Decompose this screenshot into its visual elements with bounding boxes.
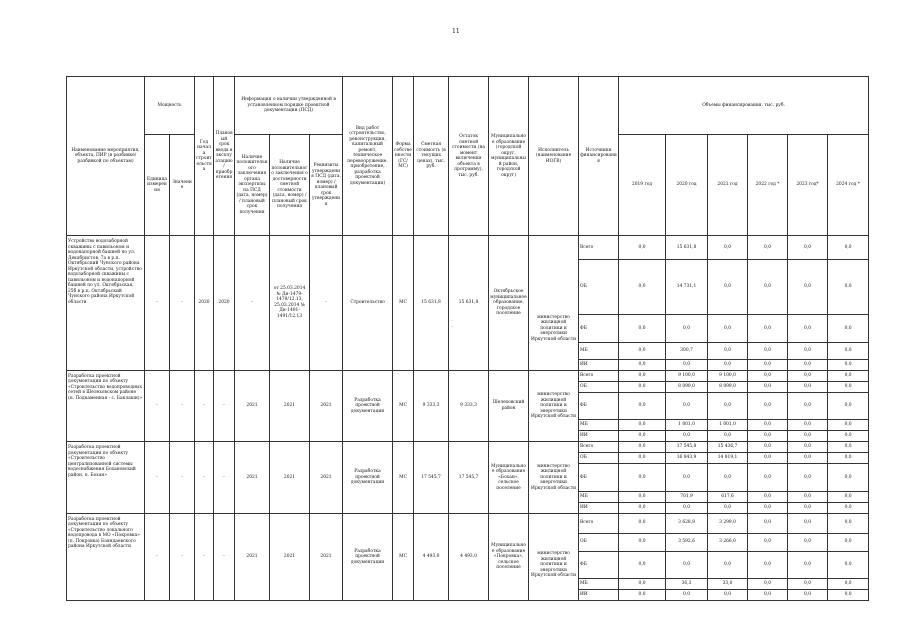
funding-value: 0,0 [828, 420, 869, 431]
funding-value: 0,0 [748, 502, 788, 513]
funding-value: 0,0 [788, 533, 828, 551]
funding-value: 0,0 [708, 342, 748, 359]
psd-approval: 2021 [310, 370, 343, 442]
executor-filler [529, 453, 579, 464]
funding-value: 0,0 [619, 579, 666, 590]
psd-approval: 2021 [310, 442, 343, 514]
est-cost: 17 545,7 [414, 442, 449, 514]
capacity-value: - [170, 370, 195, 442]
executor: министерство жилищной политики и энергетики Иркутской области [529, 464, 579, 492]
row-name: Устройство водозаборной скважины с павильоном и водонапорной башней по ул. Декабристов, 7а в р.п. Октябрьский Чунского района Иркутской области, устройство водозаборной скважины с павильоном и водонапорной башней по ул. Октябрьская, 25б в р.п. Октябрьский Чунского района Иркутской области [67, 236, 145, 371]
funding-value: 0,0 [828, 579, 869, 590]
funding-value: 14 731,1 [666, 260, 708, 315]
funding-value: 0,0 [619, 533, 666, 551]
municipality: Муниципальное образование «Покровка», сельское поселение [489, 513, 529, 601]
work-type: Разработка проектной документации [343, 442, 393, 514]
funding-value: 0,0 [619, 392, 666, 420]
funding-value: 0,0 [828, 381, 869, 392]
funding-value: 0,0 [828, 392, 869, 420]
col-work-type-header: Вид работ (строительство, реконструкция, капитальный ремонт, техническое перевооружение, приобретение, разработка проектной документации) [343, 77, 393, 236]
col-cap-value-header: Значение [170, 135, 195, 236]
funding-value: 0,0 [828, 315, 869, 343]
psd-reliability: 2021 [270, 442, 310, 514]
funding-value: 0,0 [619, 513, 666, 533]
funding-value: 0,0 [619, 420, 666, 431]
col-executor-header: Исполнитель (наименование ИОГВ) [529, 77, 579, 236]
funding-value: 0,0 [619, 236, 666, 260]
municipality: Муниципальное образование «Бохан», сельское поселение [489, 442, 529, 514]
funding-value: 0,0 [788, 453, 828, 464]
col-cap-unit-header: Единица измерения [145, 135, 170, 236]
year-plan: 2020 [214, 236, 235, 371]
funding-value: 0,0 [708, 502, 748, 513]
executor-filler [529, 442, 579, 453]
funding-value: 0,0 [708, 236, 748, 260]
funding-value: 617,6 [708, 491, 748, 502]
funding-value: 0,0 [748, 260, 788, 315]
funding-value: 0,0 [828, 491, 869, 502]
funding-value: 0,0 [828, 533, 869, 551]
year-header: 2019 год [619, 135, 666, 236]
funding-value: 0,0 [828, 502, 869, 513]
funding-value: 0,0 [708, 551, 748, 579]
executor-filler [529, 236, 579, 260]
funding-value: 0,0 [788, 315, 828, 343]
row-name: Разработка проектной документации по объекту «Строительство водопроводных сетей в Шелеховском районе (п. Подкаменная - с. Баклаши)» [67, 370, 145, 442]
capacity-value: - [170, 236, 195, 371]
work-type: Строительство [343, 236, 393, 371]
ownership: МС [393, 442, 414, 514]
funding-value: 14 819,1 [708, 453, 748, 464]
funding-value: 0,0 [788, 359, 828, 370]
funding-value: 0,0 [708, 315, 748, 343]
col-sources-header: Источники финансирования [579, 77, 619, 236]
funding-value: 0,0 [619, 590, 666, 601]
funding-value: 0,0 [748, 551, 788, 579]
executor-filler [529, 579, 579, 590]
funding-value: 0,0 [748, 420, 788, 431]
year-start: 2020 [195, 236, 214, 371]
funding-value: 3 628,9 [666, 513, 708, 533]
capacity-value: - [170, 513, 195, 601]
est-cost: 4 493,0 [414, 513, 449, 601]
funding-value: 0,0 [708, 260, 748, 315]
psd-reliability: 2021 [270, 370, 310, 442]
funding-value: 0,0 [788, 342, 828, 359]
funding-value: 8 099,0 [666, 381, 708, 392]
funding-value: 0,0 [666, 551, 708, 579]
source-label: МБ [579, 342, 619, 359]
funding-value: 0,0 [666, 431, 708, 442]
year-start: - [195, 370, 214, 442]
funding-value: 0,0 [619, 260, 666, 315]
funding-value: 0,0 [666, 590, 708, 601]
col-name-header: Наименование мероприятия, объекта, ПИР (в разбивке/разбивкой по объектам) [67, 77, 145, 236]
est-cost: 9 333,3 [414, 370, 449, 442]
col-est-cost-header: Сметная стоимость (в текущих ценах), тыс. руб. [414, 77, 449, 236]
funding-value: 15 436,7 [708, 442, 748, 453]
funding-value: 3 299,0 [708, 513, 748, 533]
capacity-unit: - [145, 442, 170, 514]
table-row [67, 236, 869, 260]
executor-filler [529, 342, 579, 359]
funding-value: 0,0 [708, 392, 748, 420]
funding-value: 0,0 [708, 464, 748, 492]
funding-value: 33,0 [708, 579, 748, 590]
funding-value: 9 100,0 [666, 370, 708, 381]
source-label: Всего [579, 236, 619, 260]
funding-value: 0,0 [748, 392, 788, 420]
col-remaining-header: Остаток сметной стоимости (на момент включения объекта в программу), тыс. руб. [449, 77, 489, 236]
funding-value: 0,0 [666, 464, 708, 492]
capacity-unit: - [145, 370, 170, 442]
executor: министерство жилищной политики и энергетики Иркутской области [529, 315, 579, 343]
funding-value: 0,0 [828, 370, 869, 381]
funding-value: 0,0 [748, 513, 788, 533]
funding-value: 0,0 [748, 381, 788, 392]
source-label: ИИ [579, 359, 619, 370]
source-label: ФБ [579, 315, 619, 343]
funding-value: 0,0 [619, 359, 666, 370]
funding-value: 0,0 [708, 590, 748, 601]
funding-value: 0,0 [828, 342, 869, 359]
remaining-cost: 9 333,3 [449, 370, 489, 442]
capacity-value: - [170, 442, 195, 514]
funding-value: 0,0 [708, 431, 748, 442]
funding-value: 0,0 [748, 315, 788, 343]
source-label: МБ [579, 491, 619, 502]
funding-value: 16 843,9 [666, 453, 708, 464]
funding-value: 0,0 [748, 359, 788, 370]
funding-value: 0,0 [828, 590, 869, 601]
year-header: 2022 год * [748, 135, 788, 236]
year-header: 2023 год* [788, 135, 828, 236]
psd-conclusion: 2021 [235, 442, 270, 514]
funding-value: 36,3 [666, 579, 708, 590]
col-year-plan-header: Плановый срок ввода в эксплуатацию/ приобретения [214, 77, 235, 236]
funding-value: 0,0 [788, 392, 828, 420]
psd-approval: - [310, 236, 343, 371]
year-start: - [195, 513, 214, 601]
capacity-unit: - [145, 236, 170, 371]
funding-value: 0,0 [619, 442, 666, 453]
year-plan: - [214, 442, 235, 514]
funding-value: 0,0 [619, 342, 666, 359]
funding-value: 0,0 [748, 464, 788, 492]
funding-value: 0,0 [788, 420, 828, 431]
executor-filler [529, 381, 579, 392]
executor: министерство жилищной политики и энергетики Иркутской области [529, 551, 579, 579]
remaining-cost: 4 493,0 [449, 513, 489, 601]
col-ownership-header: Форма собственности (ГС/МС) [393, 77, 414, 236]
funding-value: 0,0 [788, 491, 828, 502]
year-header: 2021 год [708, 135, 748, 236]
executor-filler [529, 370, 579, 381]
funding-value: 0,0 [666, 359, 708, 370]
funding-value: 8 099,0 [708, 381, 748, 392]
funding-value: 0,0 [748, 236, 788, 260]
funding-value: 0,0 [666, 502, 708, 513]
source-label: МБ [579, 579, 619, 590]
col-capacity-header: Мощность [145, 77, 195, 135]
source-label: ФБ [579, 464, 619, 492]
funding-value: 0,0 [748, 342, 788, 359]
executor: министерство жилищной политики и энергетики Иркутской области [529, 392, 579, 420]
year-start: - [195, 442, 214, 514]
funding-value: 0,0 [748, 431, 788, 442]
funding-value: 0,0 [828, 431, 869, 442]
source-label: Всего [579, 513, 619, 533]
table-row [67, 442, 869, 453]
funding-value: 0,0 [828, 442, 869, 453]
source-label: Всего [579, 370, 619, 381]
funding-value: 0,0 [828, 464, 869, 492]
source-label: ОБ [579, 453, 619, 464]
funding-value: 0,0 [666, 315, 708, 343]
funding-value: 0,0 [788, 590, 828, 601]
col-funding-header: Объемы финансирования, тыс. руб. [619, 77, 869, 135]
source-label: ИИ [579, 590, 619, 601]
funding-value: 0,0 [788, 431, 828, 442]
funding-value: 0,0 [748, 453, 788, 464]
col-psd-info-header: Информация о наличии утвержденной в установленном порядке проектной документации (ПСД) [235, 77, 343, 135]
funding-value: 0,0 [788, 236, 828, 260]
source-label: ОБ [579, 260, 619, 315]
funding-value: 0,0 [619, 431, 666, 442]
funding-value: 0,0 [619, 370, 666, 381]
remaining-cost: 17 545,7 [449, 442, 489, 514]
funding-value: 0,0 [666, 392, 708, 420]
funding-value: 0,0 [748, 491, 788, 502]
funding-value: 0,0 [708, 359, 748, 370]
table-row [67, 370, 869, 381]
executor-filler [529, 590, 579, 601]
ownership: МС [393, 236, 414, 371]
work-type: Разработка проектной документации [343, 370, 393, 442]
source-label: ОБ [579, 533, 619, 551]
col-year-start-header: Год начала строительства [195, 77, 214, 236]
funding-value: 0,0 [788, 579, 828, 590]
executor-filler [529, 491, 579, 502]
col-psd-conclusion-header: Наличие положительного заключения органа экспертизы на ПСД (дата, номер) / плановый срок получения [235, 135, 270, 236]
source-label: ФБ [579, 551, 619, 579]
executor-filler [529, 260, 579, 315]
funding-value: 0,0 [828, 359, 869, 370]
psd-conclusion: - [235, 236, 270, 371]
funding-value: 3 266,0 [708, 533, 748, 551]
psd-approval: 2021 [310, 513, 343, 601]
page-number: 11 [452, 28, 460, 35]
executor-filler [529, 502, 579, 513]
row-name: Разработка проектной документации по объекту «Строительство локального водопровода в МО «Покровка» (п. Покровка) Баяндаевского района Иркутской области [67, 513, 145, 601]
psd-reliability: 2021 [270, 513, 310, 601]
funding-value: 701,9 [666, 491, 708, 502]
funding-value: 0,0 [828, 551, 869, 579]
funding-value: 0,0 [828, 260, 869, 315]
source-label: ИИ [579, 502, 619, 513]
funding-value: 0,0 [788, 551, 828, 579]
municipality: Шелеховский район [489, 370, 529, 442]
row-name: Разработка проектной документации по объекту «Строительство централизованной системы водоснабжения Бохановский район, п. Бохан» [67, 442, 145, 514]
funding-value: 0,0 [619, 315, 666, 343]
funding-value: 0,0 [788, 442, 828, 453]
funding-value: 0,0 [748, 579, 788, 590]
funding-table [66, 76, 869, 601]
ownership: МС [393, 370, 414, 442]
funding-value: 0,0 [619, 502, 666, 513]
funding-value: 0,0 [788, 370, 828, 381]
funding-value: 1 001,0 [708, 420, 748, 431]
col-municipality-header: Муниципальное образование (городской округ, муниципальный район, городской округ) [489, 77, 529, 236]
est-cost: 15 631,8 [414, 236, 449, 371]
source-label: ФБ [579, 392, 619, 420]
executor-filler [529, 533, 579, 551]
source-label: МБ [579, 420, 619, 431]
funding-value: 0,0 [619, 453, 666, 464]
municipality: Октябрьское муниципальное образование, городское поселение [489, 236, 529, 371]
funding-value: 15 631,8 [666, 236, 708, 260]
executor-filler [529, 359, 579, 370]
capacity-unit: - [145, 513, 170, 601]
funding-value: 0,0 [619, 491, 666, 502]
funding-value: 3 592,6 [666, 533, 708, 551]
funding-value: 0,0 [788, 381, 828, 392]
funding-value: 0,0 [619, 464, 666, 492]
source-label: ИИ [579, 431, 619, 442]
source-label: Всего [579, 442, 619, 453]
year-plan: - [214, 370, 235, 442]
funding-value: 0,0 [788, 464, 828, 492]
year-header: 2024 год * [828, 135, 869, 236]
year-plan: - [214, 513, 235, 601]
funding-value: 0,0 [788, 513, 828, 533]
funding-value: 0,0 [788, 502, 828, 513]
psd-conclusion: 2021 [235, 370, 270, 442]
funding-value: 9 100,0 [708, 370, 748, 381]
funding-value: 0,0 [619, 381, 666, 392]
col-psd-approval-header: Реквизиты утверждения ПСД (дата, номер) / плановый срок утверждения [310, 135, 343, 236]
funding-value: 0,0 [748, 533, 788, 551]
funding-value: 0,0 [828, 453, 869, 464]
funding-value: 0,0 [748, 590, 788, 601]
funding-value: 1 001,0 [666, 420, 708, 431]
table-row [67, 513, 869, 533]
executor-filler [529, 420, 579, 431]
funding-value: 0,0 [828, 513, 869, 533]
funding-value: 0,0 [748, 370, 788, 381]
psd-conclusion: 2021 [235, 513, 270, 601]
executor-filler [529, 431, 579, 442]
ownership: МС [393, 513, 414, 601]
col-psd-reliability-header: Наличие положительного заключения о достоверности сметной стоимости (дата, номер) / плановый срок получения [270, 135, 310, 236]
funding-value: 300,7 [666, 342, 708, 359]
psd-reliability: от 25.03.2014 № Дн-1479-1479/12.13, 25.03.2014 № Дн-1491-1491/12.13 [270, 236, 310, 371]
year-header: 2020 год [666, 135, 708, 236]
funding-value: 0,0 [788, 260, 828, 315]
remaining-cost: 15 631,8 [449, 236, 489, 371]
funding-value: 0,0 [828, 236, 869, 260]
executor-filler [529, 513, 579, 533]
funding-value: 0,0 [619, 551, 666, 579]
scan-mark: - · · - [448, 318, 453, 330]
funding-value: 17 545,8 [666, 442, 708, 453]
work-type: Разработка проектной документации [343, 513, 393, 601]
source-label: ОБ [579, 381, 619, 392]
funding-value: 0,0 [748, 442, 788, 453]
